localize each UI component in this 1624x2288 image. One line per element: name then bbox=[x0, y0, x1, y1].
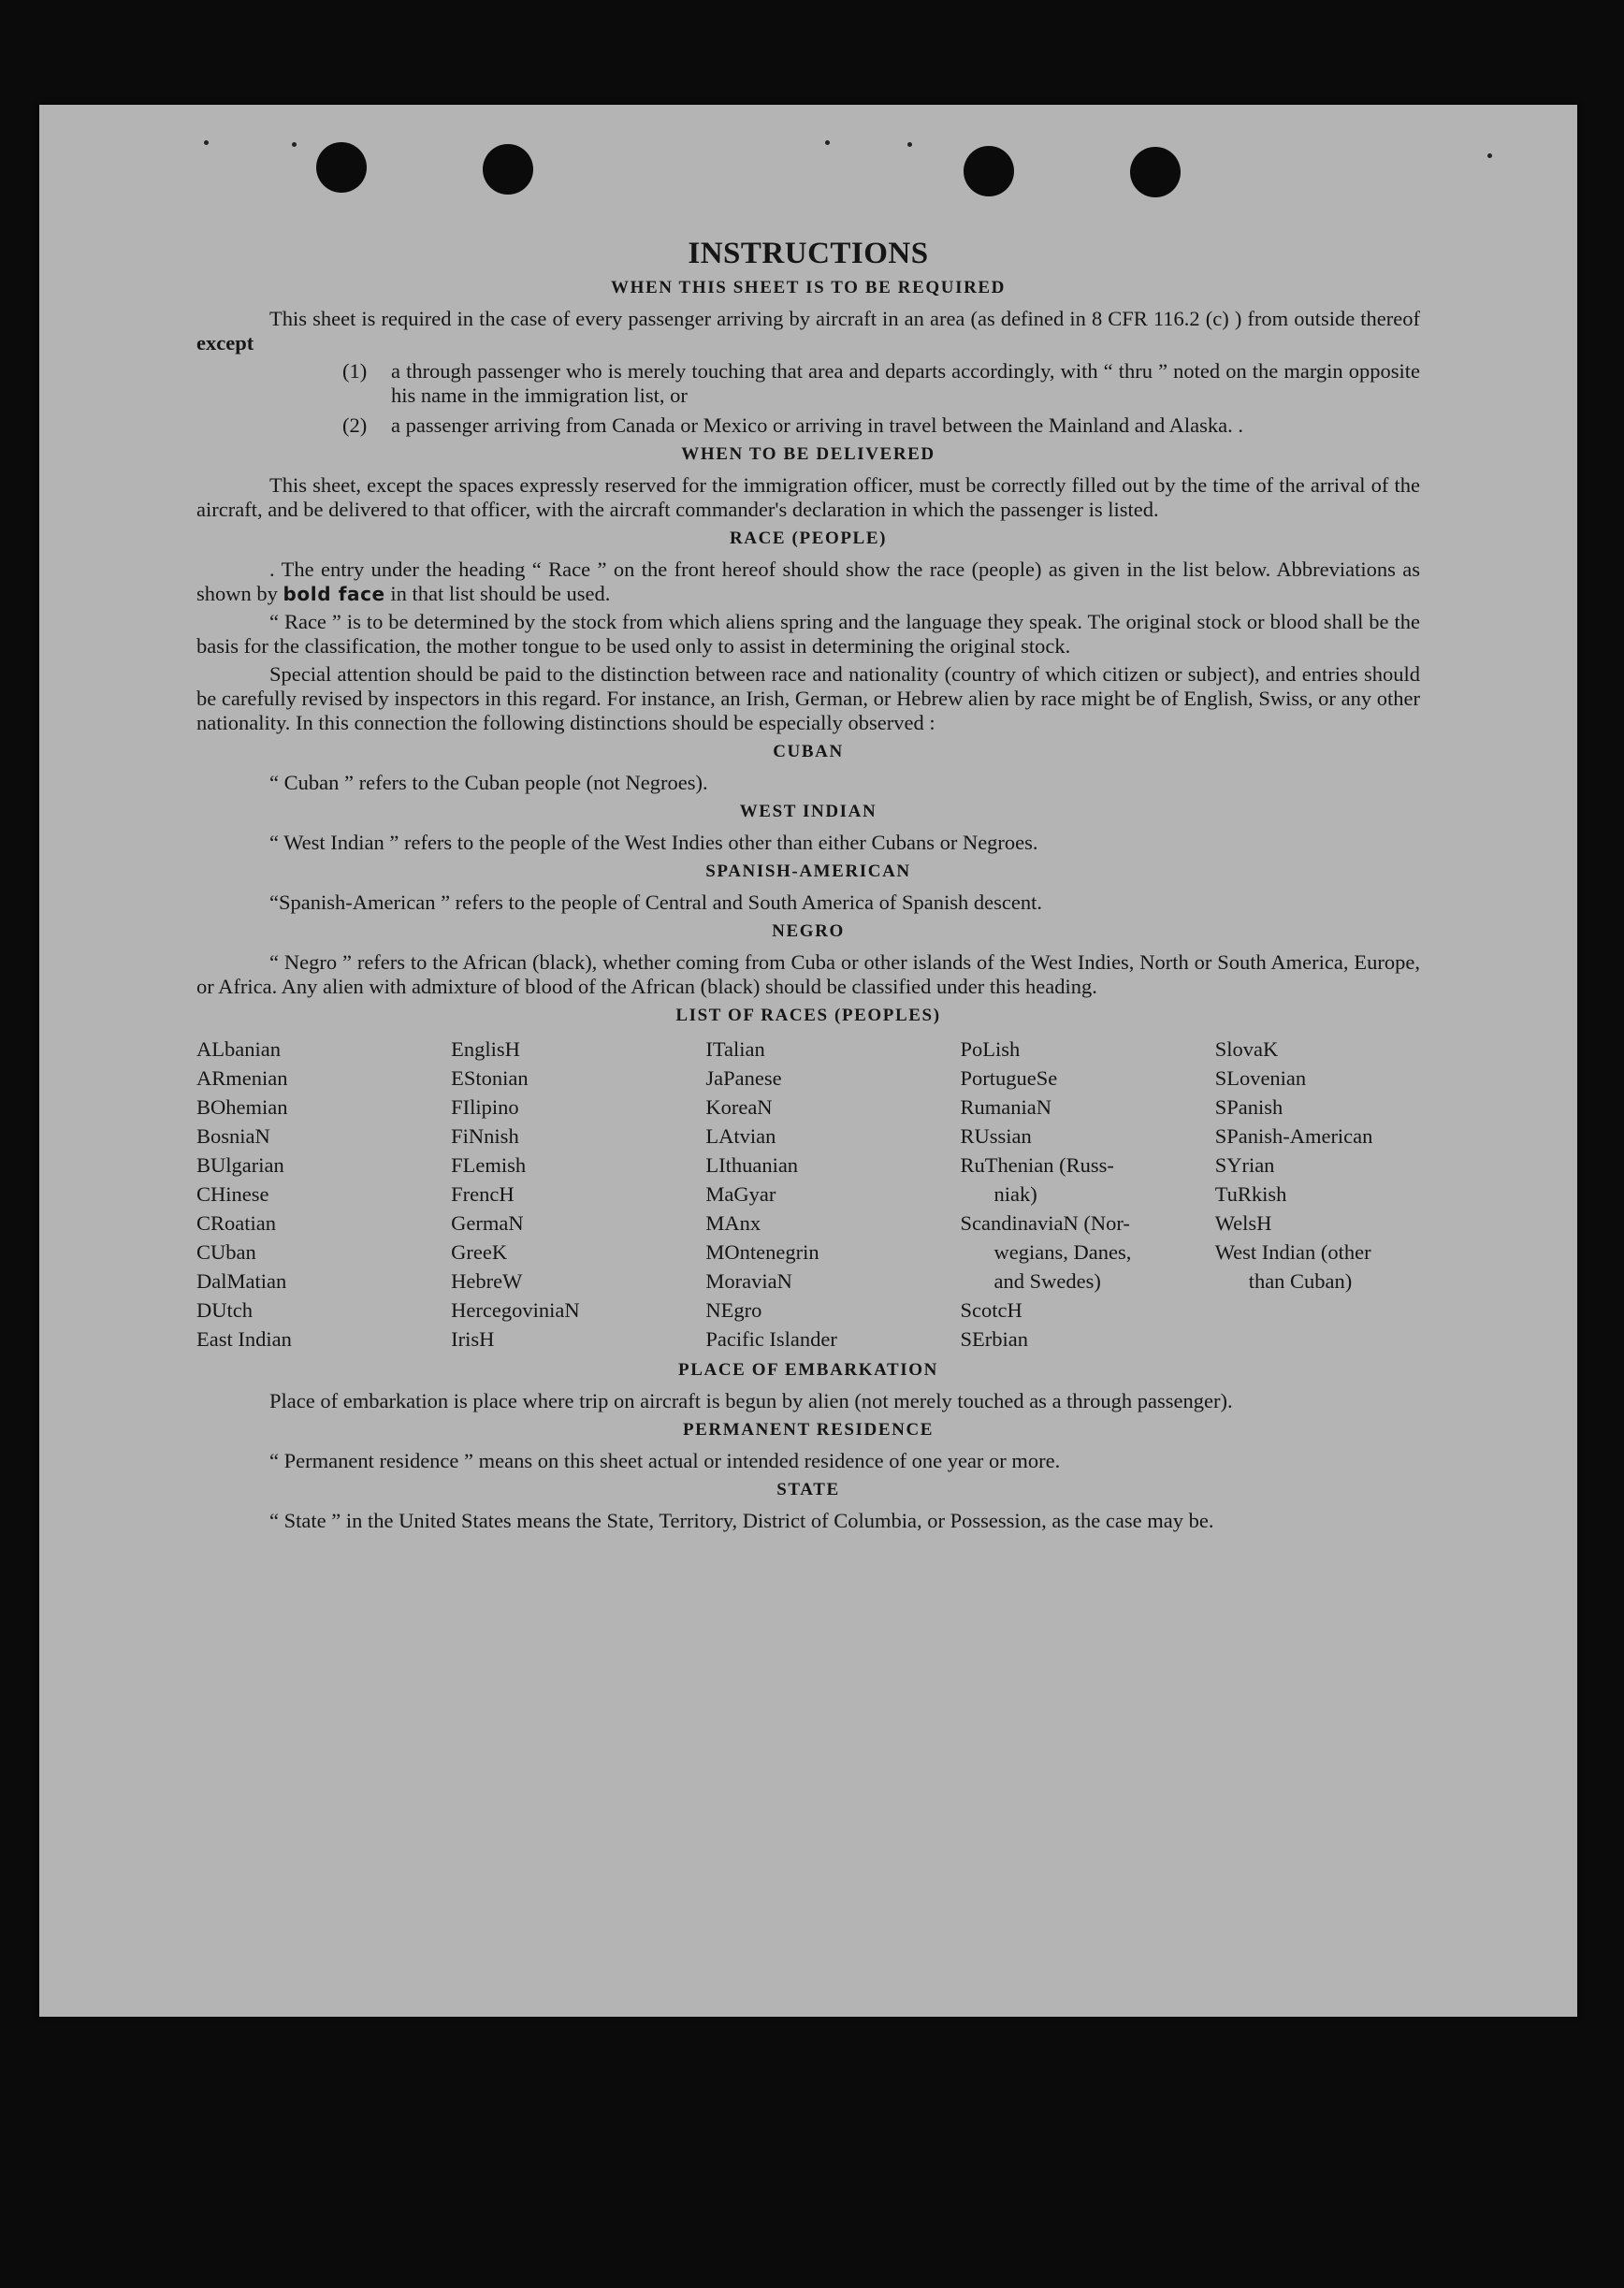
paragraph: “Spanish-American ” refers to the people of Central and South America of Spanish descent. bbox=[269, 891, 1042, 914]
section-heading: LIST OF RACES (PEOPLES) bbox=[675, 1006, 941, 1025]
race-entry: ScotcH bbox=[960, 1298, 1022, 1322]
paragraph bbox=[196, 558, 1420, 606]
paragraph: “ Permanent residence ” means on this sheet actual or intended residence of one year or more. bbox=[269, 1449, 1061, 1472]
paragraph: Special attention should be paid to the distinction between race and nationality (country of which citizen or subject), and entries should be carefully revised by inspectors in this regard. For instance, an Irish, German, or Hebrew alien by race might be of English, Swiss, or any other nationality. In this connection the following distinctions should be especially observed : bbox=[196, 662, 1420, 734]
race-entry: TuRkish bbox=[1214, 1182, 1287, 1206]
race-entry: SPanish-American bbox=[1214, 1124, 1373, 1148]
race-entry: RumaniaN bbox=[960, 1095, 1051, 1119]
race-entry: BosniaN bbox=[196, 1124, 270, 1148]
paragraph bbox=[196, 307, 1420, 355]
race-entry: DalMatian bbox=[196, 1269, 287, 1293]
paragraph: “ West Indian ” refers to the people of the West Indies other than either Cubans or Negroes. bbox=[269, 831, 1038, 854]
race-column bbox=[961, 1035, 1215, 1354]
race-entry: SLovenian bbox=[1214, 1066, 1307, 1090]
punch-hole bbox=[964, 146, 1014, 196]
race-entry: than Cuban) bbox=[1248, 1269, 1353, 1293]
race-entry: WelsH bbox=[1214, 1211, 1272, 1235]
punch-hole bbox=[483, 144, 533, 195]
race-entry: and Swedes) bbox=[993, 1269, 1101, 1293]
punch-hole bbox=[316, 142, 367, 193]
paragraph: “ Negro ” refers to the African (black), whether coming from Cuba or other islands of the West Indies, North or South America, Europe, or Africa. Any alien with admixture of blood of the African (black) should be classified under this heading. bbox=[196, 950, 1420, 998]
race-column bbox=[451, 1035, 705, 1354]
race-entry: RuThenian (Russ- bbox=[960, 1153, 1114, 1177]
punch-hole bbox=[1130, 147, 1181, 197]
list-item bbox=[342, 359, 1420, 408]
race-entry: MAnx bbox=[705, 1211, 761, 1235]
race-entry: CHinese bbox=[196, 1182, 269, 1206]
race-entry: HebreW bbox=[451, 1269, 523, 1293]
race-entry: KoreaN bbox=[705, 1095, 773, 1119]
race-entry: FIlipino bbox=[451, 1095, 519, 1119]
section-heading: STATE bbox=[776, 1480, 840, 1499]
ink-speck bbox=[907, 142, 912, 147]
race-entry: RUssian bbox=[960, 1124, 1032, 1148]
paragraph-text: . The entry under the heading “ Race ” on the front hereof should show the race (people) as given in the list below. Abbreviations as shown by bbox=[196, 558, 1420, 605]
ink-speck bbox=[292, 142, 297, 147]
race-entry: Pacific Islander bbox=[705, 1327, 837, 1351]
section-heading: PERMANENT RESIDENCE bbox=[682, 1420, 935, 1440]
race-entry: PoLish bbox=[960, 1037, 1021, 1061]
page-title: INSTRUCTIONS bbox=[688, 237, 929, 270]
race-entry: niak) bbox=[993, 1182, 1037, 1206]
section-heading: RACE (PEOPLE) bbox=[729, 529, 888, 548]
section-heading: WHEN THIS SHEET IS TO BE REQUIRED bbox=[610, 278, 1007, 297]
paragraph: Place of embarkation is place where trip on aircraft is begun by alien (not merely touched as a through passenger). bbox=[269, 1389, 1233, 1412]
instructions-content bbox=[196, 236, 1420, 1537]
section-heading: NEGRO bbox=[772, 921, 845, 941]
race-entry: SPanish bbox=[1214, 1095, 1283, 1119]
race-entry: MaGyar bbox=[705, 1182, 776, 1206]
race-entry: EnglisH bbox=[451, 1037, 520, 1061]
race-list bbox=[196, 1035, 1420, 1354]
paragraph: “ Cuban ” refers to the Cuban people (not Negroes). bbox=[269, 771, 708, 794]
list-item bbox=[342, 413, 1420, 438]
race-entry: DUtch bbox=[196, 1298, 253, 1322]
race-entry: HercegoviniaN bbox=[451, 1298, 580, 1322]
race-column bbox=[196, 1035, 451, 1354]
race-entry: EStonian bbox=[451, 1066, 529, 1090]
race-entry: CRoatian bbox=[196, 1211, 276, 1235]
race-entry: wegians, Danes, bbox=[993, 1240, 1132, 1264]
item-text: a through passenger who is merely touching that area and departs accordingly, with “ thru ” noted on the margin opposite his name in the immigration list, or bbox=[391, 359, 1420, 407]
race-entry: West Indian (other bbox=[1214, 1240, 1371, 1264]
item-number: (1) bbox=[342, 359, 368, 383]
race-entry: GermaN bbox=[451, 1211, 524, 1235]
item-text: a passenger arriving from Canada or Mexico or arriving in travel between the Mainland and Alaska. . bbox=[391, 413, 1243, 437]
race-entry: FrencH bbox=[451, 1182, 515, 1206]
section-heading: CUBAN bbox=[773, 742, 844, 761]
ink-speck bbox=[204, 140, 209, 145]
item-number: (2) bbox=[342, 413, 368, 437]
paragraph-text: This sheet is required in the case of every passenger arriving by aircraft in an area (as defined in 8 CFR 116.2 (c) ) from outside thereof bbox=[269, 307, 1420, 330]
race-entry: MoraviaN bbox=[705, 1269, 792, 1293]
ink-speck bbox=[1487, 153, 1492, 158]
race-entry: SErbian bbox=[960, 1327, 1029, 1351]
race-column bbox=[1215, 1035, 1420, 1354]
paragraph: “ State ” in the United States means the State, Territory, District of Columbia, or Possession, as the case may be. bbox=[269, 1509, 1214, 1532]
bold-face-sample: bold face bbox=[283, 583, 385, 605]
race-column bbox=[705, 1035, 960, 1354]
race-entry: ScandinaviaN (Nor- bbox=[960, 1211, 1130, 1235]
race-entry: BOhemian bbox=[196, 1095, 288, 1119]
race-entry: ALbanian bbox=[196, 1037, 281, 1061]
race-entry: East Indian bbox=[196, 1327, 292, 1351]
race-entry: SYrian bbox=[1214, 1153, 1275, 1177]
race-entry: IrisH bbox=[451, 1327, 495, 1351]
section-heading: WEST INDIAN bbox=[739, 802, 877, 821]
race-entry: ARmenian bbox=[196, 1066, 288, 1090]
paragraph: “ Race ” is to be determined by the stock from which aliens spring and the language they speak. The original stock or blood shall be the basis for the classification, the mother tongue to be used only to assist in determining the original stock. bbox=[196, 610, 1420, 658]
race-entry: FiNnish bbox=[451, 1124, 519, 1148]
except-word: except bbox=[196, 331, 254, 355]
section-heading: WHEN TO BE DELIVERED bbox=[681, 444, 935, 464]
paragraph-text: in that list should be used. bbox=[390, 582, 611, 605]
section-heading: SPANISH-AMERICAN bbox=[705, 862, 911, 881]
race-entry: ITalian bbox=[705, 1037, 765, 1061]
race-entry: PortugueSe bbox=[960, 1066, 1058, 1090]
race-entry: BUlgarian bbox=[196, 1153, 284, 1177]
race-entry: CUban bbox=[196, 1240, 256, 1264]
ink-speck bbox=[825, 140, 830, 145]
race-entry: MOntenegrin bbox=[705, 1240, 819, 1264]
race-entry: FLemish bbox=[451, 1153, 527, 1177]
race-entry: GreeK bbox=[451, 1240, 508, 1264]
race-entry: SlovaK bbox=[1214, 1037, 1279, 1061]
race-entry: LAtvian bbox=[705, 1124, 776, 1148]
race-entry: LIthuanian bbox=[705, 1153, 799, 1177]
paragraph: This sheet, except the spaces expressly reserved for the immigration officer, must be correctly filled out by the time of the arrival of the aircraft, and be delivered to that officer, with the aircraft commander's declaration in which the passenger is listed. bbox=[196, 473, 1420, 521]
race-entry: NEgro bbox=[705, 1298, 762, 1322]
race-entry: JaPanese bbox=[705, 1066, 782, 1090]
section-heading: PLACE OF EMBARKATION bbox=[678, 1360, 938, 1380]
